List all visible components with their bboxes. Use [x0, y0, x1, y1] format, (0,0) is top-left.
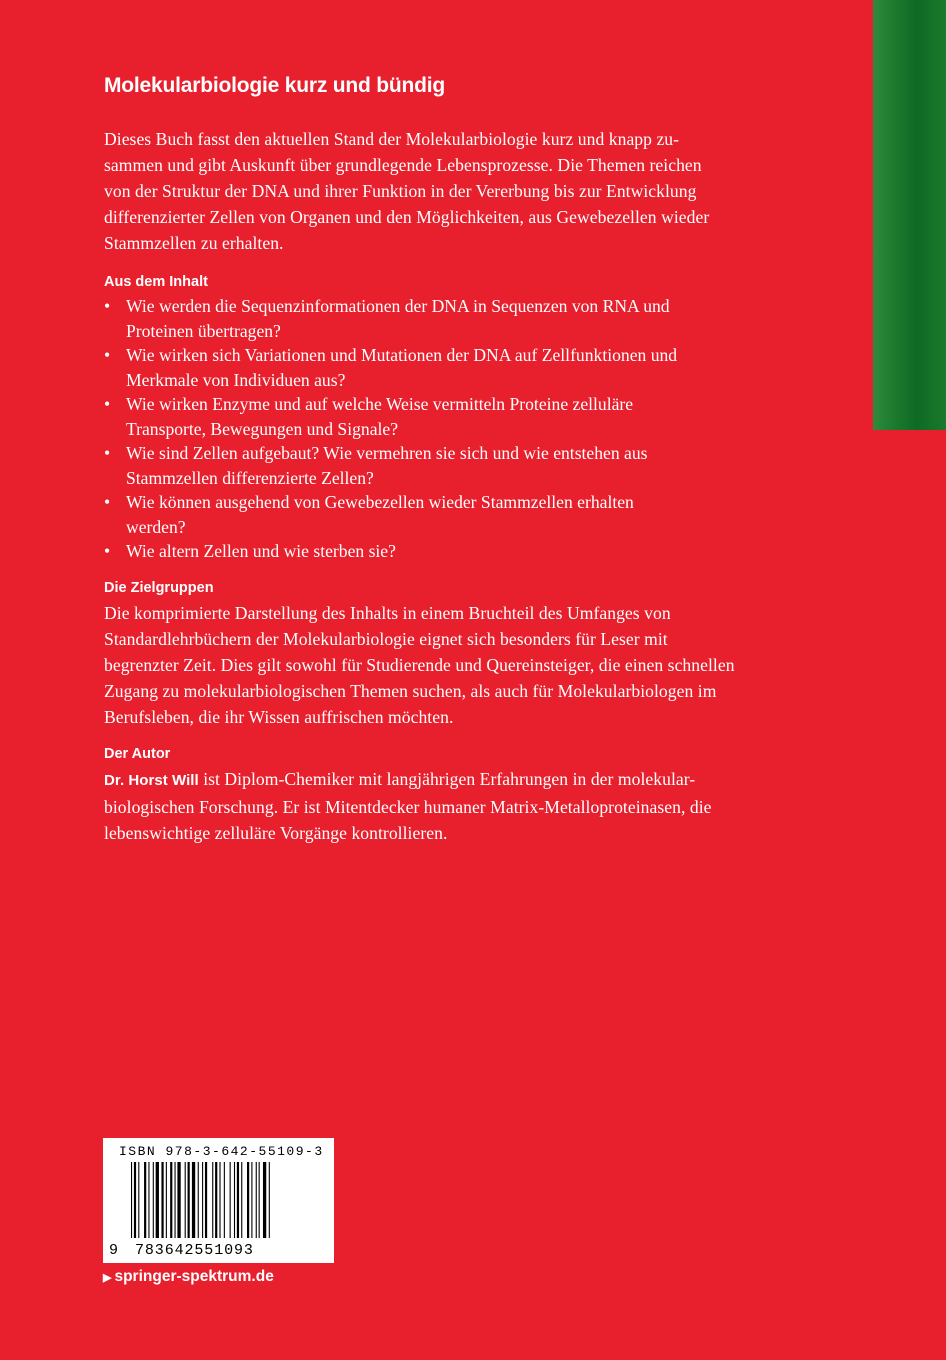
barcode-bar	[215, 1162, 217, 1238]
list-item: • Wie sind Zellen aufgebaut? Wie vermehren sie sich und wie entstehen aus Stammzellen differenzierte Zellen?	[104, 443, 648, 488]
barcode-bar	[230, 1162, 231, 1238]
list-item: • Wie wirken sich Variationen und Mutationen der DNA auf Zellfunktionen und Merkmale von Individuen aus?	[104, 345, 678, 390]
barcode-bar	[166, 1162, 167, 1238]
bullet-icon: •	[104, 492, 111, 512]
barcode-bar	[177, 1162, 180, 1238]
author-paragraph: Dr. Horst Will ist Diplom-Chemiker mit langjährigen Erfahrungen in der molekular- biologischen Forschung. Er ist Mitentdecker humaner Matrix-Metalloproteinasen, die lebenswichtige zelluläre Vorgänge kontrollieren.	[104, 768, 712, 843]
publisher-link[interactable]: ▶ springer-spektrum.de	[103, 1268, 274, 1285]
barcode-bar	[188, 1162, 190, 1238]
barcode-bar	[170, 1162, 172, 1238]
list-item: • Wie werden die Sequenzinformationen der DNA in Sequenzen von RNA und Proteinen übertragen?	[104, 296, 670, 341]
barcode-bar	[269, 1162, 270, 1238]
barcode-bar	[138, 1162, 139, 1238]
barcode-bar	[153, 1162, 154, 1238]
list-item: • Wie wirken Enzyme und auf welche Weise vermitteln Proteine zelluläre Transporte, Bewegungen und Signale?	[104, 394, 634, 439]
barcode-bar	[161, 1162, 163, 1238]
contents-list	[104, 294, 784, 564]
book-title: Molekularbiologie kurz und bündig	[104, 74, 446, 97]
barcode-bar	[247, 1162, 249, 1238]
barcode-bar	[175, 1162, 176, 1238]
barcode-bar	[237, 1162, 239, 1238]
bullet-icon: •	[104, 296, 111, 316]
barcode-bar	[134, 1162, 136, 1238]
list-item: • Wie können ausgehend von Gewebezellen wieder Stammzellen erhalten werden?	[104, 492, 634, 537]
barcode-bar	[205, 1162, 207, 1238]
list-item: • Wie altern Zellen und wie sterben sie?	[104, 539, 784, 564]
author-heading: Der Autor	[104, 745, 171, 762]
barcode-digits: 783642551093	[135, 1242, 254, 1259]
barcode-bar	[156, 1162, 159, 1238]
green-accent-strip	[873, 0, 946, 430]
barcode-bar	[202, 1162, 203, 1238]
barcode-bar	[192, 1162, 195, 1238]
barcode-bar	[219, 1162, 220, 1238]
barcode-digit-first: 9	[109, 1242, 119, 1259]
barcode-bar	[259, 1162, 260, 1238]
barcode-bar	[212, 1162, 213, 1238]
intro-paragraph	[104, 126, 784, 256]
barcode-bar	[234, 1162, 235, 1238]
audience-heading: Die Zielgruppen	[104, 579, 214, 596]
bullet-icon: •	[104, 541, 111, 561]
audience-paragraph: Die komprimierte Darstellung des Inhalts in einem Bruchteil des Umfanges von Standardlehrbüchern der Molekularbiologie eignet sich besonders für Leser mit begrenzter Zeit. Dies gilt sowohl für Studierende und Quereinsteiger, die einen schnellen Zugang zu molekularbiologischen Themen suchen, als auch für Molekularbiologen im Berufsleben, die ihr Wissen auffrischen möchten.	[104, 602, 735, 727]
barcode-bar	[256, 1162, 257, 1238]
barcode-bar	[251, 1162, 252, 1238]
isbn-barcode	[103, 1138, 334, 1263]
barcode-bars	[131, 1162, 321, 1238]
intro-line: Dieses Buch fasst den aktuellen Stand der Molekularbiologie kurz und knapp zu-	[104, 129, 680, 149]
back-cover-text	[104, 74, 784, 846]
barcode-bar	[263, 1162, 266, 1238]
barcode-bar	[224, 1162, 225, 1238]
barcode-bar	[241, 1162, 242, 1238]
barcode-bar	[198, 1162, 199, 1238]
barcode-bar	[144, 1162, 146, 1238]
author-name: Dr. Horst Will	[104, 771, 199, 789]
barcode-bar	[131, 1162, 132, 1238]
contents-heading: Aus dem Inhalt	[104, 274, 208, 290]
barcode-bar	[185, 1162, 186, 1238]
intro-line: von der Struktur der DNA und ihrer Funktion in der Vererbung bis zur Entwicklung	[104, 181, 697, 201]
play-arrow-icon: ▶	[103, 1272, 112, 1284]
intro-line: sammen und gibt Auskunft über grundlegende Lebensprozesse. Die Themen reichen	[104, 155, 702, 175]
isbn-label: ISBN 978-3-642-55109-3	[119, 1144, 324, 1159]
bullet-icon: •	[104, 394, 111, 414]
intro-line: Stammzellen zu erhalten.	[104, 233, 284, 253]
barcode-bar	[148, 1162, 149, 1238]
intro-line: differenzierter Zellen von Organen und den Möglichkeiten, aus Gewebezellen wieder	[104, 207, 710, 227]
bullet-icon: •	[104, 345, 111, 365]
bullet-icon: •	[104, 443, 111, 463]
